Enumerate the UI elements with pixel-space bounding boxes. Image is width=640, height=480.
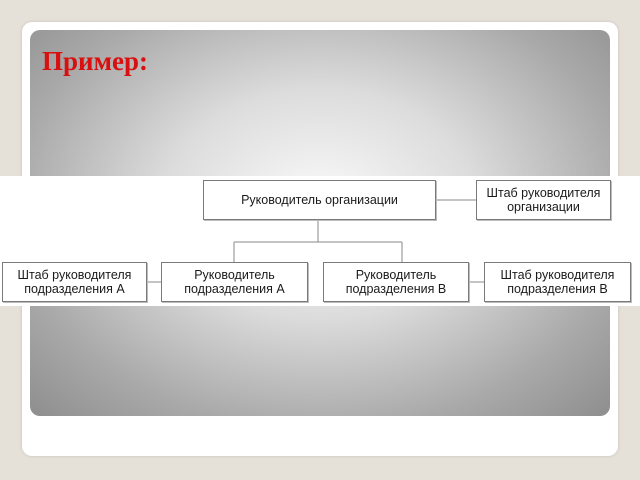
org-box-top-manager: Руководитель организации	[203, 180, 436, 220]
org-box-head-a: Руководитель подразделения А	[161, 262, 308, 302]
org-box-head-b: Руководитель подразделения В	[323, 262, 469, 302]
slide-title: Пример:	[42, 46, 148, 76]
org-box-top-staff: Штаб руководителя организации	[476, 180, 611, 220]
org-box-staff-a: Штаб руководителя подразделения А	[2, 262, 147, 302]
org-box-staff-b: Штаб руководителя подразделения В	[484, 262, 631, 302]
